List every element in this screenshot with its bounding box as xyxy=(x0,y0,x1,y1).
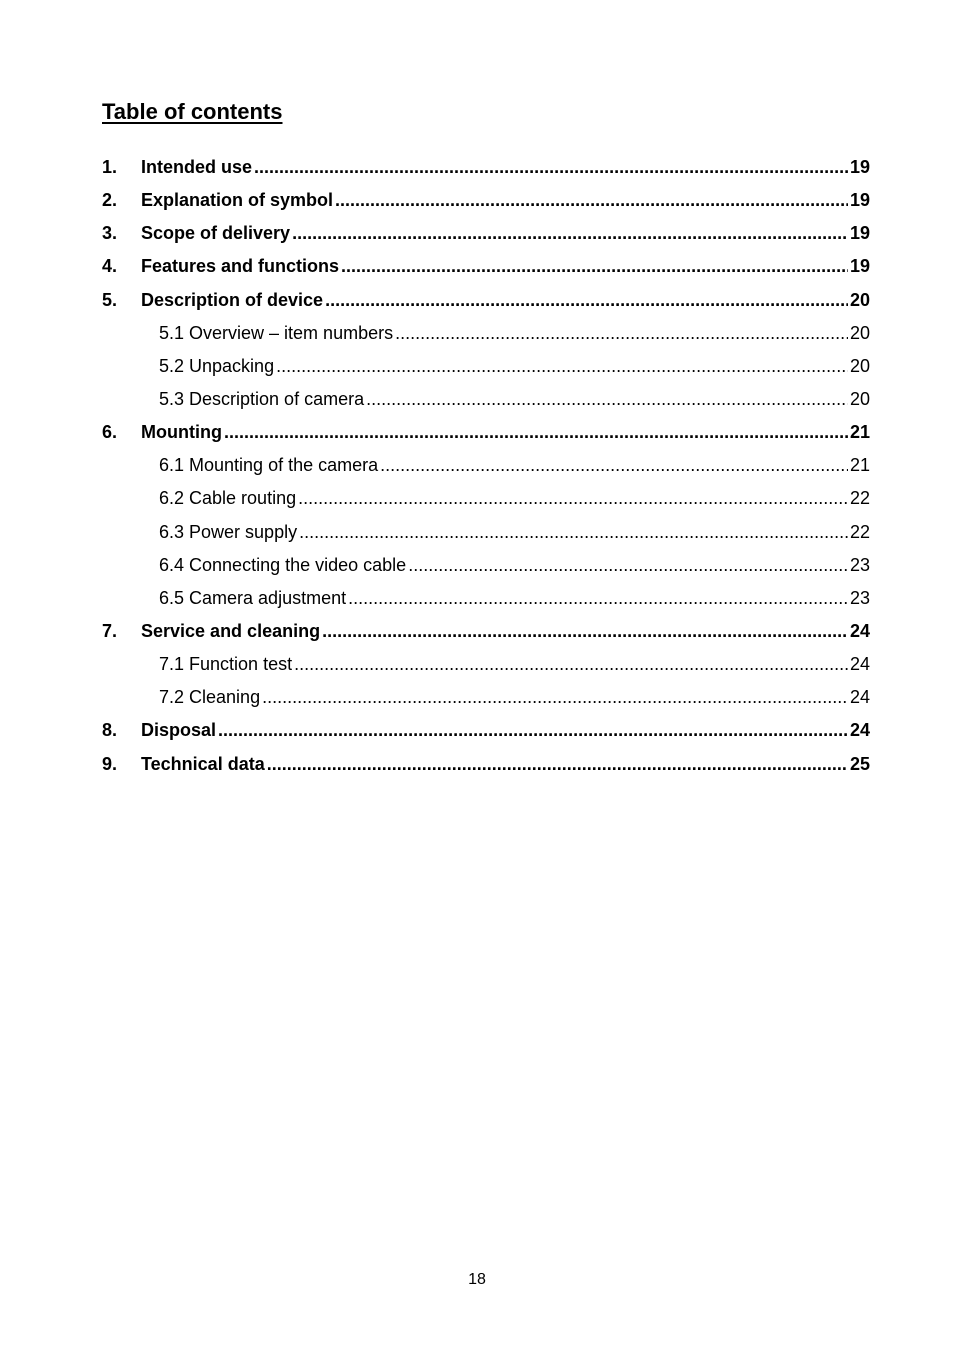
toc-entry[interactable] xyxy=(102,748,870,781)
toc-title: Table of contents xyxy=(102,99,283,124)
toc-entry-page: 20 xyxy=(849,322,870,343)
toc-entry[interactable] xyxy=(102,151,870,184)
toc-dot-leader xyxy=(380,449,848,482)
toc-entry[interactable] xyxy=(102,383,870,416)
toc-entry[interactable] xyxy=(102,549,870,582)
toc-entry[interactable] xyxy=(102,350,870,383)
toc-entry[interactable] xyxy=(102,648,870,681)
toc-entry-page: 19 xyxy=(849,190,870,211)
toc-dot-leader xyxy=(366,383,848,416)
toc-dot-leader xyxy=(254,151,848,184)
toc-entry[interactable] xyxy=(102,184,870,217)
toc-dot-leader xyxy=(262,681,848,714)
toc-entry-number: 1. xyxy=(102,157,118,177)
toc-entry-title: Explanation of symbol xyxy=(141,190,334,211)
toc-entry[interactable] xyxy=(102,217,870,250)
toc-dot-leader xyxy=(224,416,848,449)
toc-entry-page: 22 xyxy=(849,488,870,509)
toc-dot-leader xyxy=(267,748,848,781)
toc-entry-page: 19 xyxy=(849,256,870,277)
toc-entry-title: Features and functions xyxy=(141,256,340,277)
toc-entry-title: 5.2 Unpacking xyxy=(159,355,275,376)
toc-dot-leader xyxy=(348,582,848,615)
toc-dot-leader xyxy=(325,284,848,317)
toc-entry-page: 25 xyxy=(849,753,870,774)
toc-entry-title: 6.2 Cable routing xyxy=(159,488,297,509)
toc-entry-page: 20 xyxy=(849,355,870,376)
toc-entry-title: 5.3 Description of camera xyxy=(159,388,365,409)
toc-entry-page: 24 xyxy=(849,687,870,708)
toc-entry-title: 6.1 Mounting of the camera xyxy=(159,455,379,476)
toc-entry-number: 2. xyxy=(102,190,118,211)
toc-entry[interactable] xyxy=(102,681,870,714)
toc-entry-page: 24 xyxy=(849,620,870,641)
toc-entry-title: 5.1 Overview – item numbers xyxy=(159,322,394,343)
toc-entry-number: 5. xyxy=(102,289,118,310)
toc-entry-title: Scope of delivery xyxy=(141,223,291,244)
toc-entry-title: Disposal xyxy=(141,720,217,741)
toc-entry-title: 6.5 Camera adjustment xyxy=(159,587,347,608)
toc-entry-page: 24 xyxy=(849,720,870,741)
toc-entry-page: 24 xyxy=(849,654,870,675)
toc-entry-page: 21 xyxy=(849,422,870,443)
toc-entry-title: 6.4 Connecting the video cable xyxy=(159,554,407,575)
toc-entry[interactable] xyxy=(102,449,870,482)
toc-entry-page: 20 xyxy=(849,388,870,409)
toc-entry-title: Intended use xyxy=(141,157,253,177)
toc-entry-page: 23 xyxy=(849,554,870,575)
toc-entry-number: 7. xyxy=(102,620,118,641)
toc-entry-title: 7.2 Cleaning xyxy=(159,687,261,708)
toc-entry-title: Technical data xyxy=(141,753,265,774)
table-of-contents xyxy=(102,151,870,781)
toc-entry[interactable] xyxy=(102,284,870,317)
toc-entry-page: 21 xyxy=(849,455,870,476)
toc-dot-leader xyxy=(276,350,848,383)
toc-dot-leader xyxy=(335,184,848,217)
toc-entry-page: 19 xyxy=(849,157,870,177)
toc-dot-leader xyxy=(218,714,848,747)
toc-entry-number: 4. xyxy=(102,256,118,277)
toc-entry-page: 23 xyxy=(849,587,870,608)
toc-entry-page: 19 xyxy=(849,223,870,244)
page-number: 18 xyxy=(468,1271,486,1288)
toc-entry[interactable] xyxy=(102,615,870,648)
toc-entry-title: Description of device xyxy=(141,289,324,310)
toc-entry-title: Mounting xyxy=(141,422,222,443)
toc-entry-page: 22 xyxy=(849,521,870,542)
toc-entry-title: 6.3 Power supply xyxy=(159,521,298,542)
toc-entry[interactable] xyxy=(102,482,870,515)
toc-entry-title: Service and cleaning xyxy=(141,620,321,641)
toc-entry-title: 7.1 Function test xyxy=(159,654,293,675)
toc-entry-number: 9. xyxy=(102,753,118,774)
toc-dot-leader xyxy=(298,482,848,515)
toc-entry[interactable] xyxy=(102,416,870,449)
toc-dot-leader xyxy=(322,615,848,648)
toc-entry[interactable] xyxy=(102,516,870,549)
toc-entry[interactable] xyxy=(102,714,870,747)
toc-dot-leader xyxy=(294,648,848,681)
toc-entry[interactable] xyxy=(102,250,870,283)
toc-entry-number: 6. xyxy=(102,422,118,443)
toc-dot-leader xyxy=(408,549,848,582)
toc-dot-leader xyxy=(292,217,848,250)
toc-dot-leader xyxy=(395,317,848,350)
toc-entry-number: 3. xyxy=(102,223,118,244)
toc-entry[interactable] xyxy=(102,317,870,350)
toc-dot-leader xyxy=(341,250,848,283)
toc-entry-number: 8. xyxy=(102,720,118,741)
toc-entry[interactable] xyxy=(102,582,870,615)
toc-dot-leader xyxy=(299,516,848,549)
toc-entry-page: 20 xyxy=(849,289,870,310)
